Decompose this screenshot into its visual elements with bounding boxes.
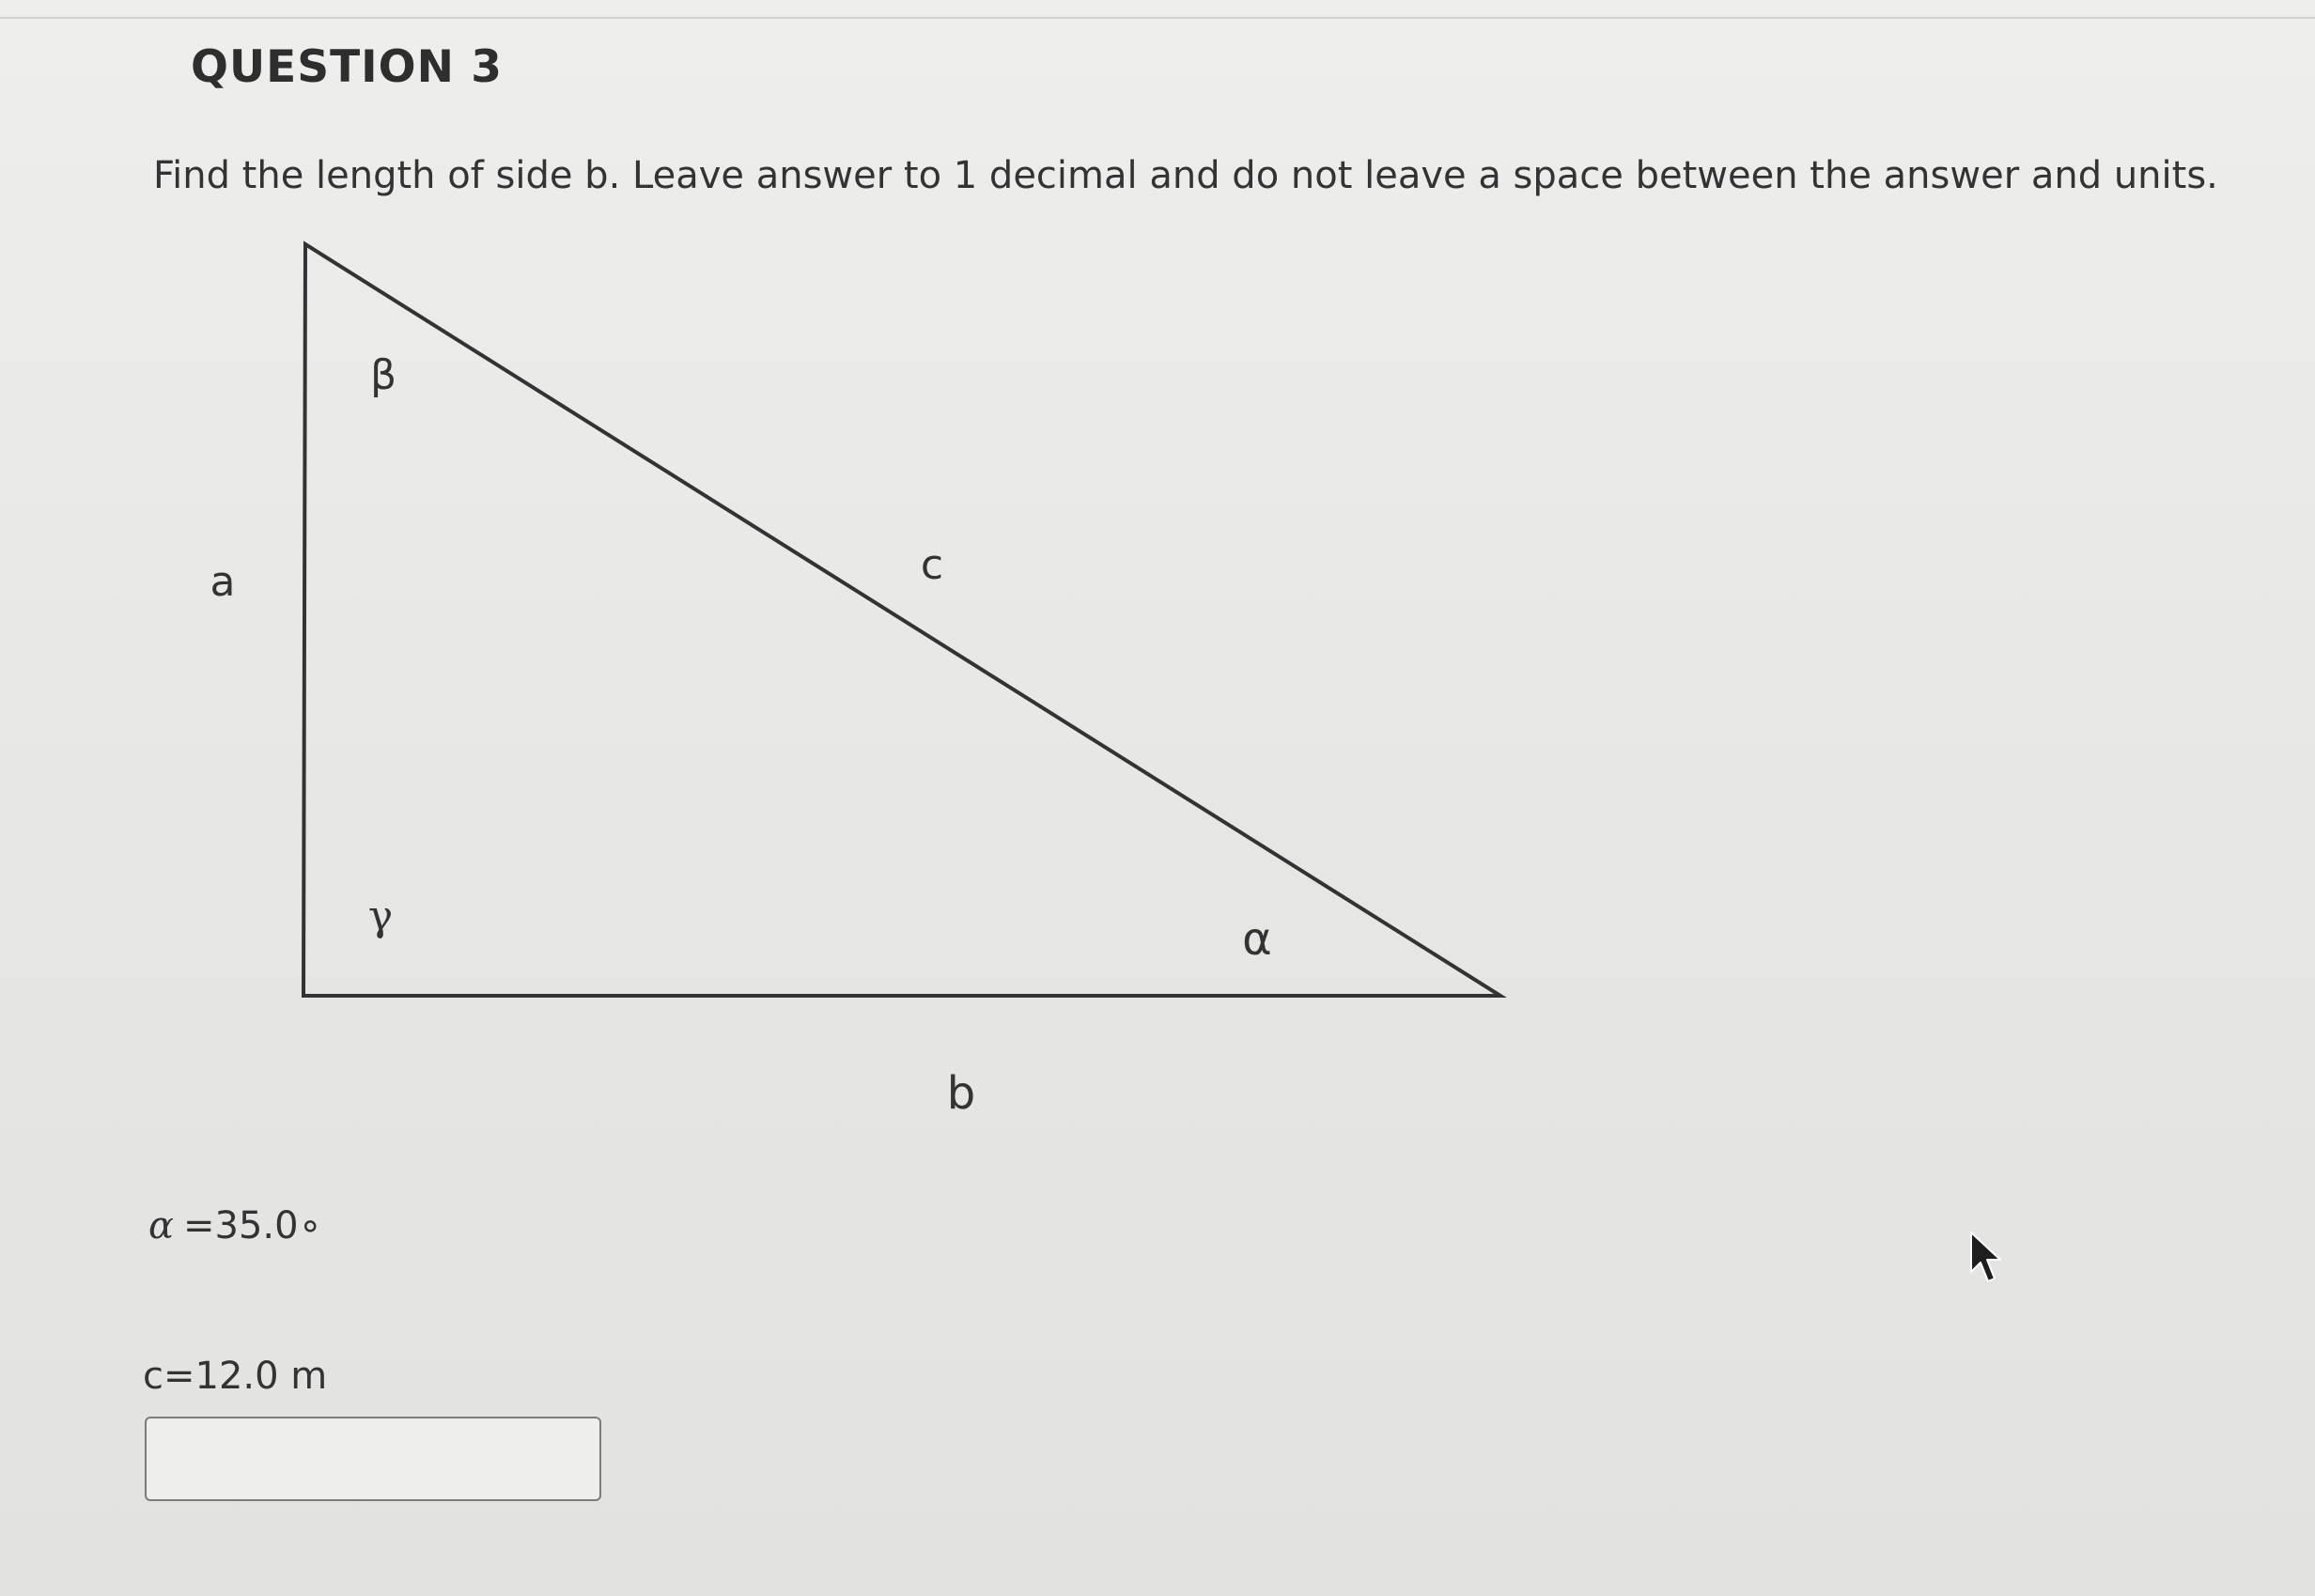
angle-alpha-label: α <box>1242 913 1272 966</box>
angle-gamma-label: γ <box>367 892 394 940</box>
mouse-pointer-icon <box>1967 1231 2005 1287</box>
side-c-label: c <box>920 541 944 589</box>
question-prompt: Find the length of side b. Leave answer to 1 decimal and do not leave a space between the answer and units. <box>153 154 2218 197</box>
side-a-label: a <box>210 558 236 606</box>
question-title: QUESTION 3 <box>191 41 503 93</box>
alpha-value: =35.0∘ <box>183 1204 322 1247</box>
given-c: c=12.0 m <box>143 1355 328 1398</box>
given-alpha <box>148 1204 322 1247</box>
alpha-symbol: α <box>148 1204 175 1247</box>
side-b-label: b <box>946 1067 976 1120</box>
answer-input[interactable] <box>145 1417 601 1501</box>
angle-beta-label: β <box>369 351 397 399</box>
triangle-shape <box>303 244 1500 996</box>
